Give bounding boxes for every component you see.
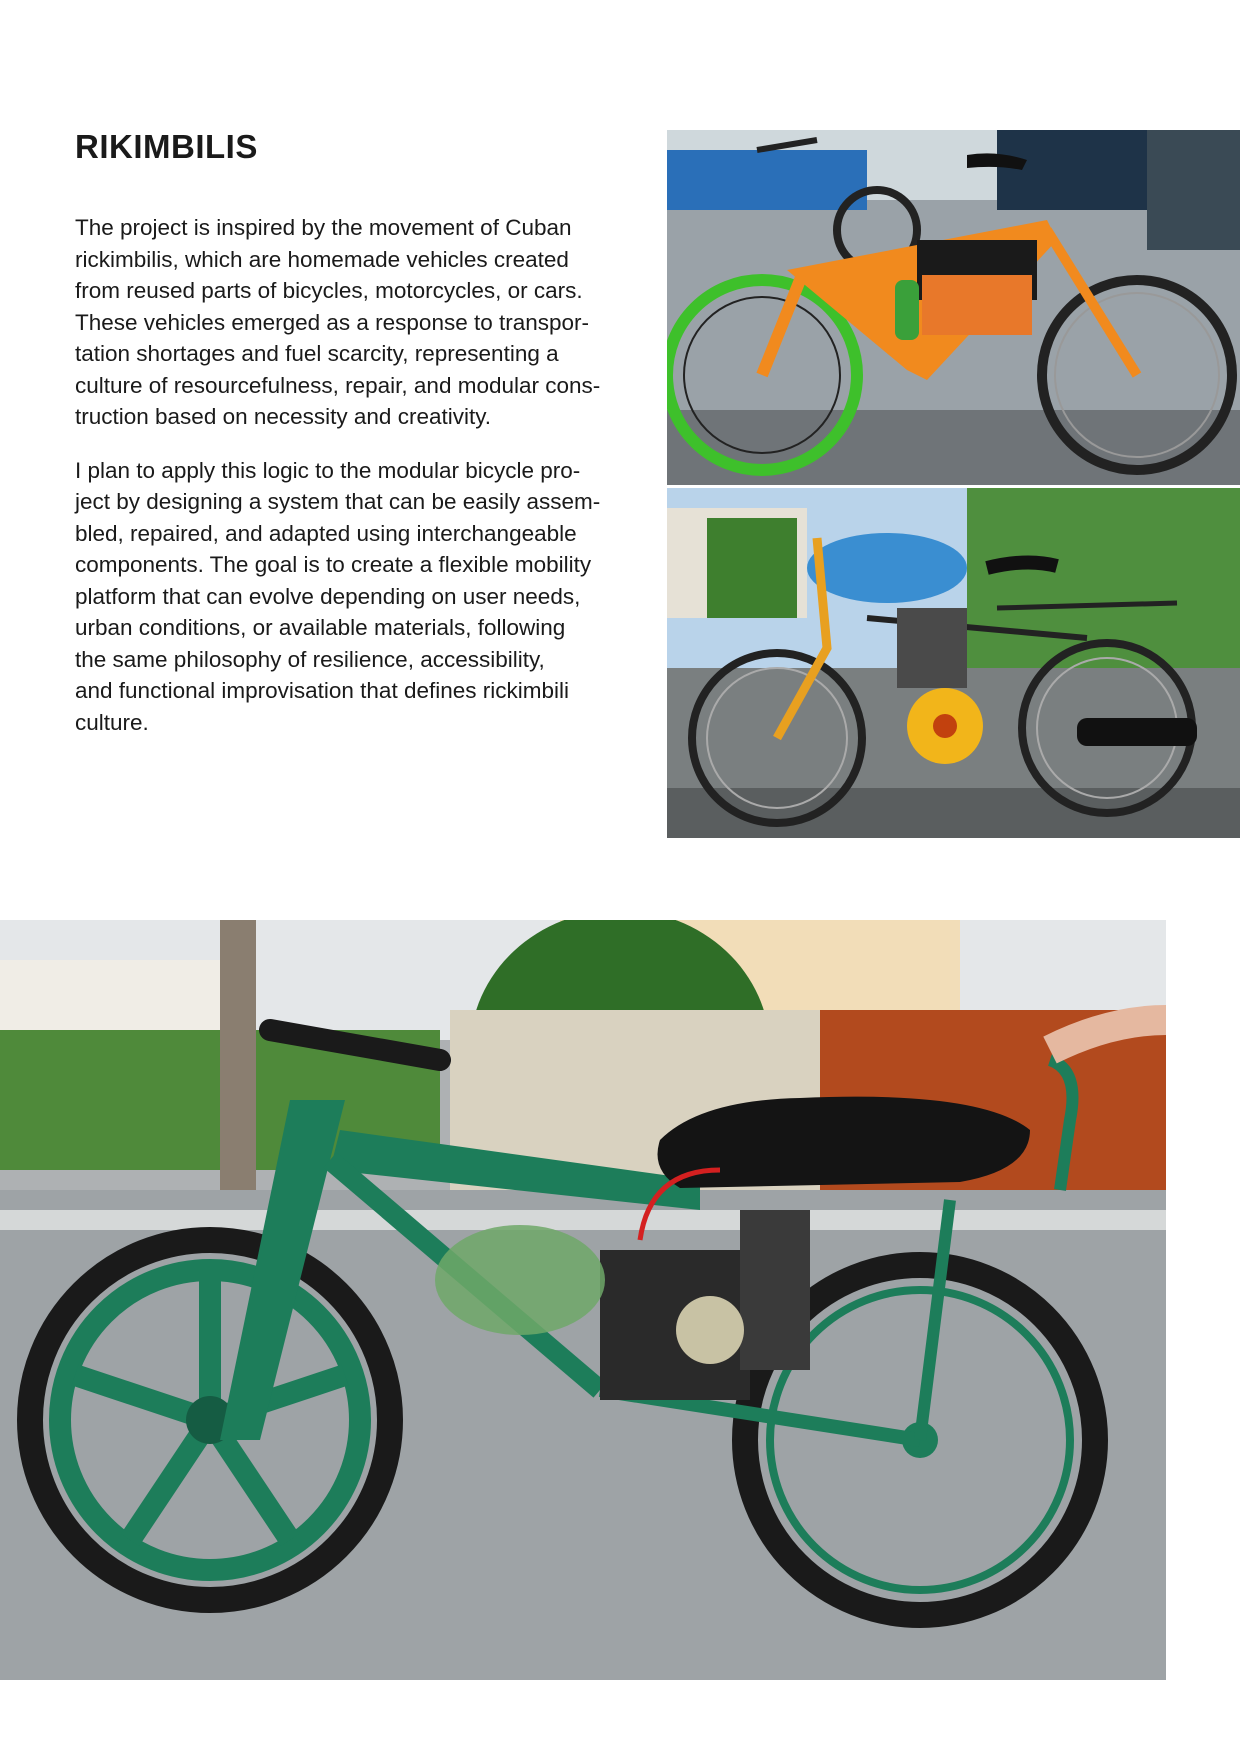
text-line: ject by designing a system that can be easily assem- bbox=[75, 489, 601, 514]
text-line: bled, repaired, and adapted using interchangeable bbox=[75, 520, 577, 546]
page-title: RIKIMBILIS bbox=[75, 128, 258, 165]
text-line: the same philosophy of resilience, accessibility, bbox=[75, 646, 545, 672]
paragraph-2 bbox=[75, 455, 635, 739]
text-line: rickimbilis, which are homemade vehicles created bbox=[75, 246, 569, 272]
body-text bbox=[75, 212, 635, 760]
text-line: from reused parts of bicycles, motorcycles, or cars. bbox=[75, 278, 583, 303]
text-line: components. The goal is to create a flexible mobility bbox=[75, 552, 592, 577]
orange-motorized-bicycle-photo bbox=[667, 130, 1240, 485]
green-rikimbili-photo bbox=[0, 920, 1166, 1680]
text-line: The project is inspired by the movement of Cuban bbox=[75, 215, 572, 240]
paragraph-1 bbox=[75, 212, 635, 433]
text-line: and functional improvisation that defines rickimbili bbox=[75, 678, 569, 703]
text-line: truction based on necessity and creativity. bbox=[75, 404, 492, 429]
text-line: culture. bbox=[75, 709, 149, 735]
text-line: culture of resourcefulness, repair, and modular cons- bbox=[75, 372, 601, 398]
text-line: tation shortages and fuel scarcity, representing a bbox=[75, 341, 559, 366]
text-line: These vehicles emerged as a response to transpor- bbox=[75, 309, 590, 335]
text-line: platform that can evolve depending on user needs, bbox=[75, 583, 581, 609]
text-line: I plan to apply this logic to the modular bicycle pro- bbox=[75, 457, 581, 483]
blue-tank-motorized-bicycle-photo bbox=[667, 488, 1240, 838]
text-line: urban conditions, or available materials, following bbox=[75, 615, 566, 640]
